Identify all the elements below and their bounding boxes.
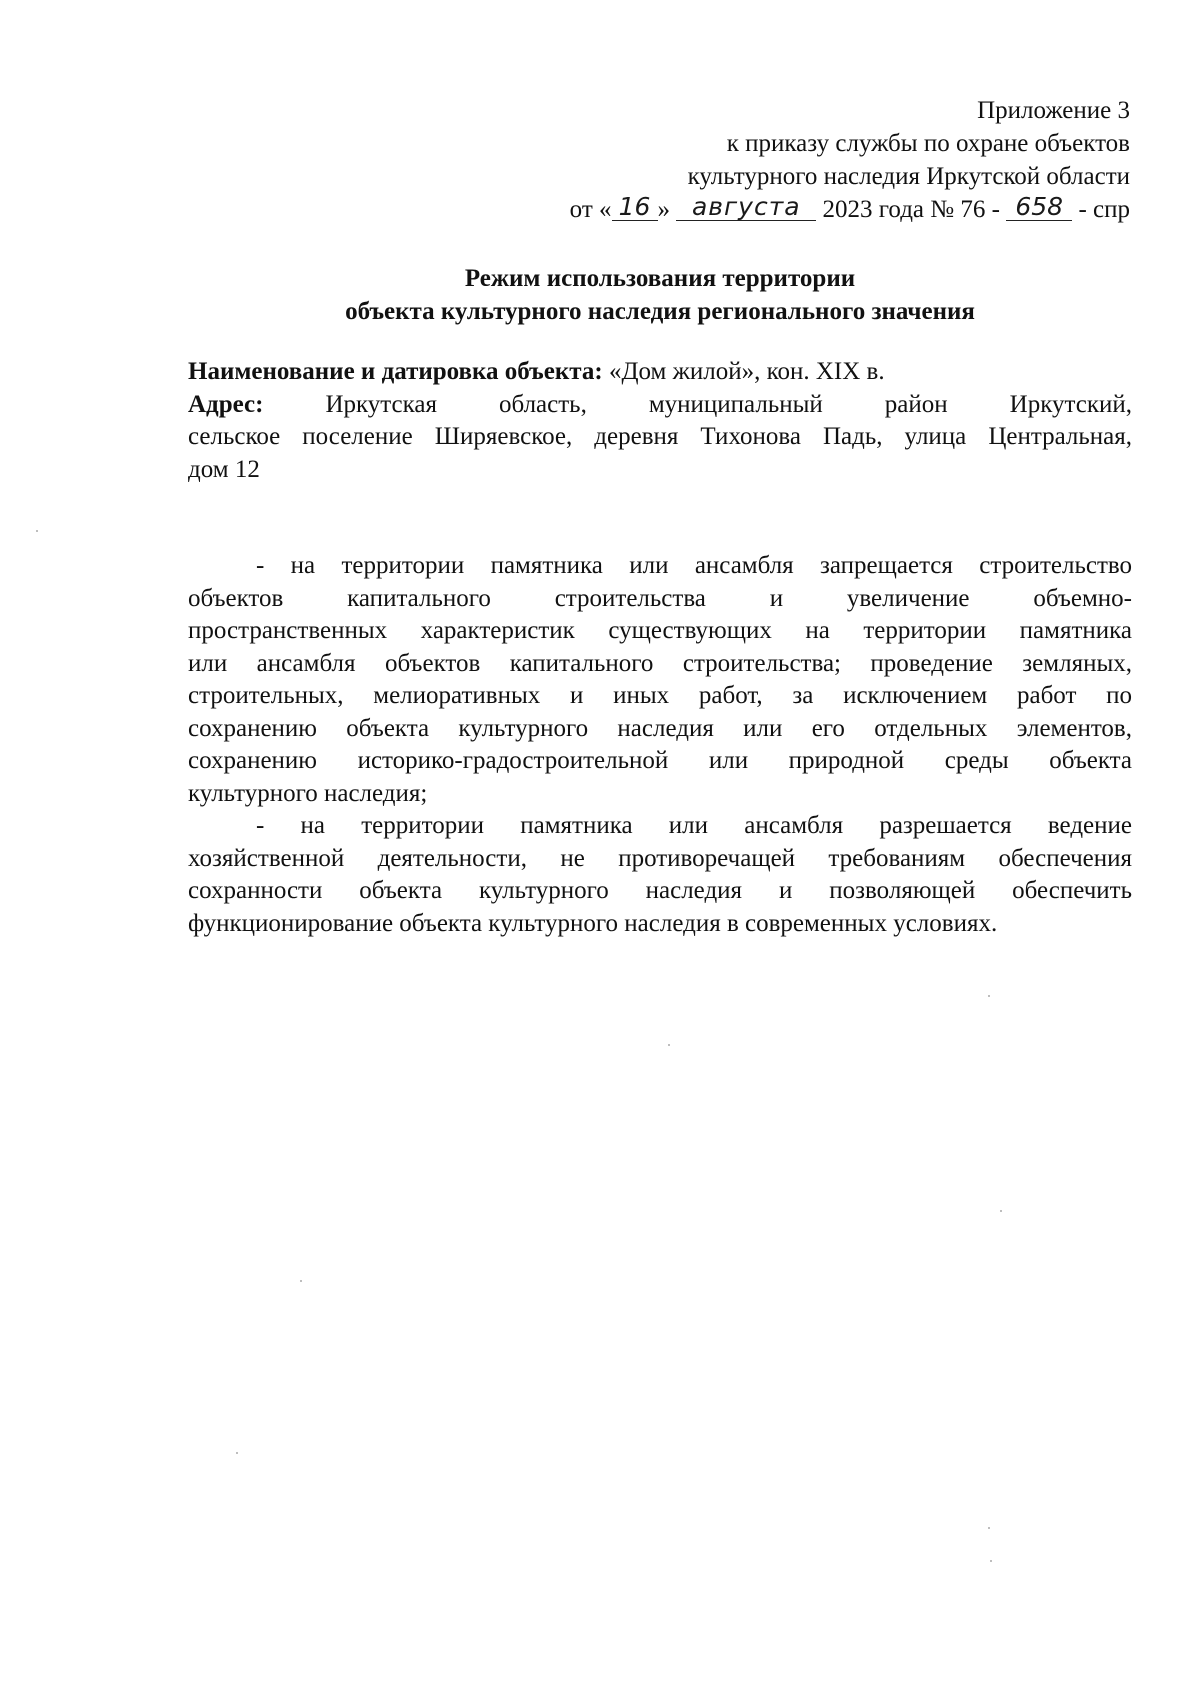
handwritten-day: 16 [612, 194, 658, 221]
paragraph-line: пространственных характеристик существующих на территории памятника [188, 617, 1132, 644]
spacer [188, 486, 1132, 550]
quote-close: » [657, 196, 671, 223]
handwritten-order-number: 658 [1006, 194, 1072, 221]
scan-speck [988, 995, 990, 997]
scan-speck [668, 1044, 670, 1046]
appendix-header [470, 94, 1130, 226]
appendix-line-1: Приложение 3 [977, 97, 1130, 124]
paragraph-line: культурного наследия; [188, 779, 428, 807]
appendix-line-2: к приказу службы по охране объектов [726, 130, 1130, 157]
paragraph-line: хозяйственной деятельности, не противоречащей требованиям обеспечения [188, 844, 1132, 872]
scan-speck [988, 1527, 990, 1529]
document-title [190, 262, 1130, 328]
paragraph-line: сохранению объекта культурного наследия или его отдельных элементов, [188, 714, 1132, 742]
object-name-label: Наименование и датировка объекта: [188, 358, 603, 385]
paragraph-line: сохранению историко-градостроительной или природной среды объекта [188, 747, 1132, 774]
year-and-number: 2023 года № 76 - [822, 196, 1000, 223]
handwritten-month: августа [676, 194, 816, 221]
object-name-line [188, 356, 1132, 389]
order-suffix: - спр [1078, 196, 1130, 223]
paragraph-line: сохранности объекта культурного наследия и позволяющей обеспечить [188, 877, 1132, 904]
object-name-value: «Дом жилой», кон. XIX в. [602, 358, 885, 385]
appendix-date-line [470, 193, 1130, 226]
scan-speck [236, 1452, 238, 1454]
paragraph-line: функционирование объекта культурного наследия в современных условиях. [188, 909, 998, 937]
title-line-2: объекта культурного наследия регионального значения [345, 298, 975, 325]
title-line-1: Режим использования территории [464, 265, 856, 292]
address-line-1 [188, 389, 1132, 422]
paragraph-line: строительных, мелиоративных и иных работ, за исключением работ по [188, 682, 1132, 709]
appendix-line-3: культурного наследия Иркутской области [687, 163, 1130, 190]
date-prefix: от « [569, 196, 612, 223]
paragraph-line: или ансамбля объектов капитального строительства; проведение земляных, [188, 649, 1132, 677]
paragraph-line: - на территории памятника или ансамбля запрещается строительство [256, 552, 1132, 579]
scan-speck [36, 530, 38, 532]
paragraph-prohibitions [188, 550, 1132, 810]
scan-speck [300, 1280, 302, 1282]
paragraph-permissions [188, 810, 1132, 940]
address-line-3: дом 12 [188, 455, 260, 483]
address-label: Адрес: [188, 390, 264, 418]
scan-speck [1000, 1210, 1002, 1212]
address-text-1: Иркутская область, муниципальный район Иркутский, [263, 390, 1132, 418]
paragraph-line: - на территории памятника или ансамбля разрешается ведение [256, 812, 1132, 839]
document-body [188, 356, 1132, 940]
paragraph-line: объектов капитального строительства и увеличение объемно- [188, 584, 1132, 612]
address-line-2: сельское поселение Ширяевское, деревня Тихонова Падь, улица Центральная, [188, 423, 1132, 450]
scan-speck [990, 1560, 992, 1562]
